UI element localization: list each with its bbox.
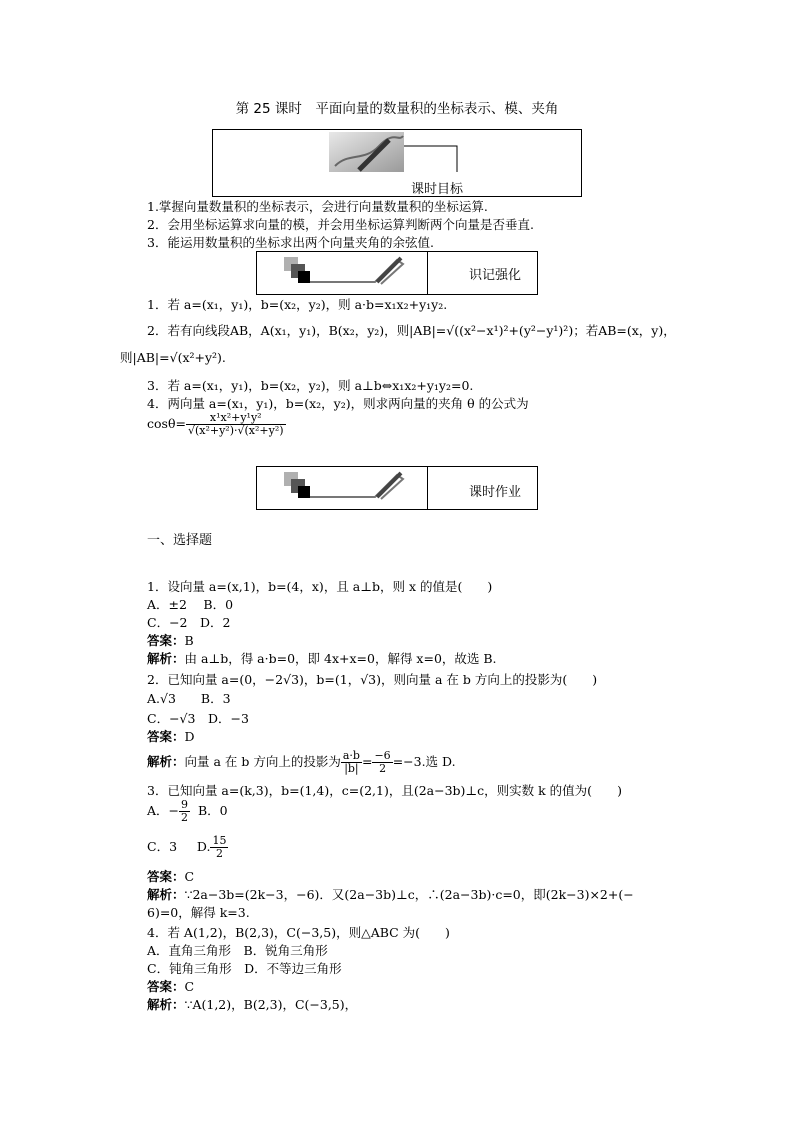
goal-line-3: 3．能运用数量积的坐标求出两个向量夹角的余弦值. — [147, 235, 434, 250]
q3-option-b: B．0 — [197, 803, 228, 818]
q3-options-cd — [147, 835, 228, 860]
q3-answer-value: C — [184, 869, 195, 884]
cos-denominator: √(x²+y²)·√(x²+y²) — [187, 424, 284, 437]
q3-option-a-prefix: A．− — [147, 803, 180, 818]
cos-prefix: cosθ= — [147, 416, 186, 431]
q1-explanation — [147, 651, 497, 667]
pen-writing-illustration — [329, 132, 459, 182]
q3-option-c: C．3 — [147, 839, 178, 854]
q4-answer-value: C — [184, 979, 195, 994]
q3-explanation-text: ∵2a−3b=(2k−3，−6)．又(2a−3b)⊥c，∴(2a−3b)·c=0，即(2k−3)×2+(− — [184, 887, 634, 902]
answer-label: 答案： — [147, 979, 185, 994]
recall-banner — [256, 251, 538, 295]
answer-label: 答案： — [147, 729, 185, 744]
q4-stem: 4．若 A(1,2)，B(2,3)，C(−3,5)，则△ABC 为( ) — [147, 925, 450, 940]
recall-line-1: 1．若 a=(x₁，y₁)，b=(x₂，y₂)，则 a·b=x₁x₂+y₁y₂. — [147, 297, 448, 312]
q3-option-a-den: 2 — [181, 811, 189, 824]
q2-fraction-ab-den: |b| — [344, 762, 359, 775]
q2-equals: = — [361, 754, 373, 769]
recall-label: 识记强化 — [469, 268, 522, 283]
recall-line-2: 2．若有向线段AB，A(x₁，y₁)，B(x₂，y₂)，则|AB|=√((x²−x¹)²+(y²−y¹)²)；若AB=(x，y)， — [147, 323, 676, 338]
cos-fraction — [186, 412, 286, 437]
q4-explanation-text: ∵A(1,2)，B(2,3)，C(−3,5)， — [184, 997, 358, 1012]
q3-answer — [147, 869, 194, 885]
q3-option-d-den: 2 — [215, 847, 223, 860]
recall-line-3: 则|AB|=√(x²+y²). — [120, 350, 226, 365]
q3-option-d-num: 15 — [212, 834, 227, 847]
page-title: 第 25 课时 平面向量的数量积的坐标表示、模、夹角 — [235, 101, 559, 117]
q4-options-cd: C．钝角三角形 D．不等边三角形 — [147, 961, 342, 976]
q1-stem: 1．设向量 a=(x,1)，b=(4，x)，且 a⊥b，则 x 的值是( ) — [147, 579, 493, 594]
goal-line-2: 2．会用坐标运算求向量的模，并会用坐标运算判断两个向量是否垂直. — [147, 217, 534, 232]
recall-divider — [427, 252, 428, 294]
q4-answer — [147, 979, 194, 995]
q2-fraction-ab — [341, 750, 362, 775]
q3-option-a-fraction — [179, 799, 190, 824]
q3-options-ab — [147, 799, 228, 824]
q4-options-ab: A．直角三角形 B．锐角三角形 — [147, 943, 328, 958]
q2-fraction-value — [372, 750, 392, 775]
explanation-label: 解析： — [147, 651, 185, 666]
explanation-label: 解析： — [147, 997, 185, 1012]
q2-explanation-tail: =−3.选 D. — [392, 754, 456, 769]
explanation-label: 解析： — [147, 887, 185, 902]
q3-stem: 3．已知向量 a=(k,3)，b=(1,4)，c=(2,1)，且(2a−3b)⊥c，则实数 k 的值为( ) — [147, 783, 622, 798]
cos-numerator: x¹x²+y¹y² — [186, 412, 286, 425]
q2-explanation — [147, 750, 456, 775]
q1-options-ab: A．±2 B．0 — [147, 597, 234, 612]
lesson-goal-label: 课时目标 — [411, 182, 464, 197]
q3-option-d-fraction — [210, 835, 228, 860]
q2-explanation-text: 向量 a 在 b 方向上的投影为 — [184, 754, 341, 769]
q2-answer — [147, 729, 195, 745]
homework-banner — [256, 466, 538, 510]
q1-answer — [147, 633, 194, 649]
goal-line-1: 1.掌握向量数量积的坐标表示，会进行向量数量积的坐标运算. — [147, 199, 488, 214]
q1-options-cd: C．−2 D．2 — [147, 615, 231, 630]
q2-options-cd: C．−√3 D．−3 — [147, 711, 249, 726]
pencil-icon — [257, 467, 427, 507]
q3-option-a-num: 9 — [181, 798, 189, 811]
explanation-label: 解析： — [147, 754, 185, 769]
q1-answer-value: B — [184, 633, 194, 648]
section-heading: 一、选择题 — [147, 533, 213, 548]
lesson-goal-banner — [212, 129, 582, 197]
q2-fraction-ab-num: a·b — [342, 749, 360, 762]
q3-option-d-prefix: D. — [196, 839, 211, 854]
q2-stem: 2．已知向量 a=(0，−2√3)，b=(1，√3)，则向量 a 在 b 方向上的投影为( ) — [147, 672, 598, 687]
answer-label: 答案： — [147, 869, 185, 884]
homework-divider — [427, 467, 428, 509]
recall-line-4: 3．若 a=(x₁，y₁)，b=(x₂，y₂)，则 a⊥b⇔x₁x₂+y₁y₂=0. — [147, 378, 474, 393]
q1-explanation-text: 由 a⊥b，得 a·b=0，即 4x+x=0，解得 x=0，故选 B. — [184, 651, 497, 666]
q2-fraction-value-num: −6 — [374, 749, 391, 762]
pencil-icon — [257, 252, 427, 292]
q3-explanation-line-2: 6)=0，解得 k=3. — [147, 905, 250, 920]
q2-answer-value: D — [184, 729, 195, 744]
q2-fraction-value-den: 2 — [379, 762, 387, 775]
q3-explanation-line-1 — [147, 887, 634, 903]
recall-line-5: 4．两向量 a=(x₁，y₁)，b=(x₂，y₂)，则求两向量的夹角 θ 的公式为 — [147, 396, 529, 411]
q4-explanation — [147, 997, 357, 1013]
cos-formula — [147, 412, 286, 437]
answer-label: 答案： — [147, 633, 185, 648]
homework-label: 课时作业 — [469, 485, 522, 500]
q2-options-ab: A.√3 B．3 — [147, 691, 231, 706]
